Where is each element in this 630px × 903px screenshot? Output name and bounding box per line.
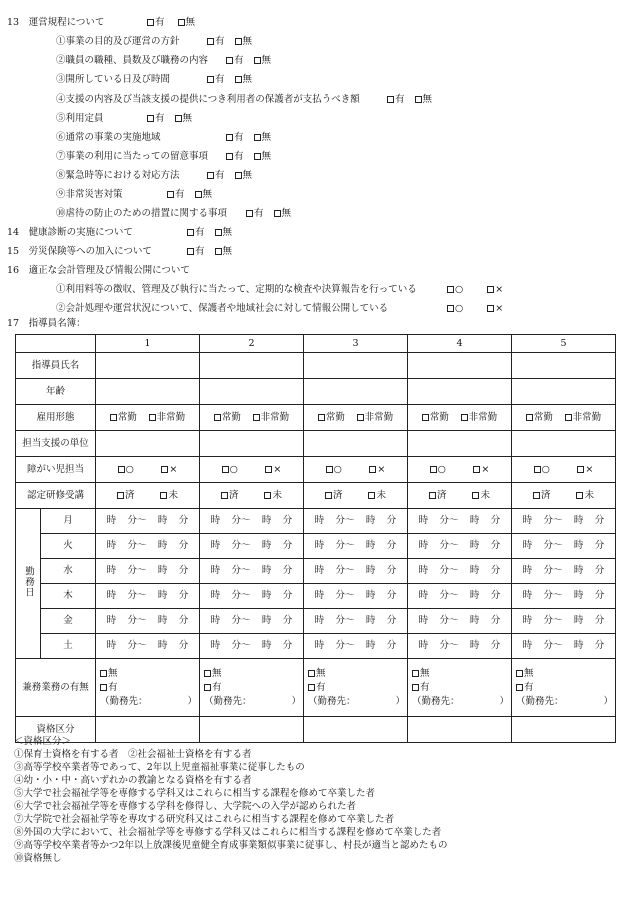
checkbox-yes[interactable] xyxy=(167,191,174,198)
kenmu-cell: 無 有 （勤務先： ） xyxy=(512,659,616,717)
checkbox-cross[interactable] xyxy=(161,466,168,473)
checkbox-yes[interactable] xyxy=(226,153,233,160)
row-training xyxy=(16,483,616,509)
s16-item-1-options: ○ × xyxy=(447,284,503,296)
employment-cell: 常勤 非常勤 xyxy=(96,405,200,431)
row-age xyxy=(16,379,616,405)
checkbox-fulltime[interactable] xyxy=(422,414,429,421)
yes-option: 有 xyxy=(147,17,165,29)
employment-cell: 常勤 非常勤 xyxy=(304,405,408,431)
time-cell[interactable]: 時 分〜 時 分 xyxy=(512,509,616,534)
checkbox-circle[interactable] xyxy=(447,305,454,312)
kenmu-cell: 無 有 （勤務先： ） xyxy=(408,659,512,717)
s13-item-9-options: 有 無 xyxy=(167,189,212,201)
column-header: 2 xyxy=(200,335,304,353)
s13-item-4-options: 有 無 xyxy=(387,94,432,106)
time-cell[interactable]: 時 分〜 時 分 xyxy=(304,634,408,659)
legend-line: ⑥大学で社会福祉学等を専修する学科を修得し、大学院への入学が認められた者 xyxy=(14,801,357,812)
row-label-age: 年齢 xyxy=(16,379,96,405)
s13-item-10: ⑩虐待の防止のための措置に関する事項 xyxy=(56,208,228,219)
unit-field[interactable] xyxy=(408,431,512,457)
legend-line: ⑤大学で社会福祉学等を専修する学科又はこれらに相当する課程を修めて卒業した者 xyxy=(14,788,376,799)
time-cell[interactable]: 時 分〜 時 分 xyxy=(200,534,304,559)
section-16-label: 16 適正な会計管理及び情報公開について xyxy=(7,265,190,276)
checkbox-no[interactable] xyxy=(254,134,261,141)
age-field[interactable] xyxy=(96,379,200,405)
row-kenmu xyxy=(16,659,616,717)
checkbox-no[interactable] xyxy=(254,57,261,64)
unit-field[interactable] xyxy=(200,431,304,457)
row-day-fri xyxy=(16,609,616,634)
s13-item-1: ①事業の目的及び運営の方針 xyxy=(56,36,180,47)
legend-line: ⑦大学院で社会福祉学等を専攻する研究科又はこれらに相当する課程を修めて卒業した者 xyxy=(14,814,395,825)
time-cell[interactable]: 時 分〜 時 分 xyxy=(200,609,304,634)
name-field[interactable] xyxy=(96,353,200,379)
checkbox-cross[interactable] xyxy=(577,466,584,473)
checkbox-fulltime[interactable] xyxy=(110,414,117,421)
checkbox-parttime[interactable] xyxy=(357,414,364,421)
time-cell[interactable]: 時 分〜 時 分 xyxy=(512,634,616,659)
checkbox-not-done[interactable] xyxy=(264,492,271,499)
employment-cell: 常勤 非常勤 xyxy=(512,405,616,431)
name-field[interactable] xyxy=(200,353,304,379)
s13-item-6: ⑥通常の事業の実施地域 xyxy=(56,132,161,143)
checkbox-yes[interactable] xyxy=(226,134,233,141)
section-13-label: 13 運営規程について xyxy=(7,17,105,28)
time-cell[interactable]: 時 分〜 時 分 xyxy=(512,534,616,559)
checkbox-circle[interactable] xyxy=(430,466,437,473)
corner-cell xyxy=(16,335,96,353)
qualification-field[interactable] xyxy=(408,717,512,743)
checkbox-yes[interactable] xyxy=(100,684,107,691)
name-field[interactable] xyxy=(408,353,512,379)
row-day-wed xyxy=(16,559,616,584)
checkbox-yes[interactable] xyxy=(207,38,214,45)
checkbox-yes[interactable] xyxy=(516,684,523,691)
checkbox-no[interactable] xyxy=(308,670,315,677)
row-unit xyxy=(16,431,616,457)
time-cell[interactable]: 時 分〜 時 分 xyxy=(408,534,512,559)
checkbox-no[interactable] xyxy=(412,670,419,677)
checkbox-yes[interactable] xyxy=(204,684,211,691)
checkbox-circle[interactable] xyxy=(222,466,229,473)
s13-item-5-options: 有 無 xyxy=(147,113,192,125)
checkbox-no[interactable] xyxy=(235,76,242,83)
checkbox-yes[interactable] xyxy=(412,684,419,691)
section-13-options xyxy=(147,17,195,29)
checkbox-cross[interactable] xyxy=(473,466,480,473)
row-day-thu xyxy=(16,584,616,609)
disability-cell: ○ × xyxy=(408,457,512,483)
checkbox-no[interactable] xyxy=(274,210,281,217)
s16-item-1: ①利用料等の徴収、管理及び執行に当たって、定期的な検査や決算報告を行っている xyxy=(56,284,417,295)
row-name xyxy=(16,353,616,379)
s13-item-1-options: 有 無 xyxy=(207,36,252,48)
header-row xyxy=(16,335,616,353)
checkbox-no[interactable] xyxy=(235,172,242,179)
row-disability xyxy=(16,457,616,483)
time-cell[interactable]: 時 分〜 時 分 xyxy=(304,509,408,534)
column-header: 5 xyxy=(512,335,616,353)
legend-line: ①保育士資格を有する者 ②社会福祉士資格を有する者 xyxy=(14,749,252,760)
disability-cell: ○ × xyxy=(512,457,616,483)
time-cell[interactable]: 時 分〜 時 分 xyxy=(408,634,512,659)
unit-field[interactable] xyxy=(96,431,200,457)
row-qualification xyxy=(16,717,616,743)
no-option: 無 xyxy=(178,17,196,29)
row-label-name: 指導員氏名 xyxy=(16,353,96,379)
row-day-mon xyxy=(16,509,616,534)
name-field[interactable] xyxy=(512,353,616,379)
time-cell[interactable]: 時 分〜 時 分 xyxy=(96,634,200,659)
time-cell[interactable]: 時 分〜 時 分 xyxy=(408,609,512,634)
row-label-kenmu: 兼務業務の有無 xyxy=(16,659,96,717)
row-label-kinmu: 勤務日 xyxy=(16,509,41,659)
training-cell: 済 未 xyxy=(512,483,616,509)
disability-cell: ○ × xyxy=(200,457,304,483)
day-label: 火 xyxy=(41,534,96,559)
checkbox-done[interactable] xyxy=(325,492,332,499)
qualification-field[interactable] xyxy=(304,717,408,743)
employment-cell: 常勤 非常勤 xyxy=(200,405,304,431)
time-cell[interactable]: 時 分〜 時 分 xyxy=(96,609,200,634)
time-cell[interactable]: 時 分〜 時 分 xyxy=(304,584,408,609)
row-day-tue xyxy=(16,534,616,559)
checkbox-yes[interactable] xyxy=(308,684,315,691)
day-label: 水 xyxy=(41,559,96,584)
time-cell[interactable]: 時 分〜 時 分 xyxy=(304,609,408,634)
checkbox-yes[interactable] xyxy=(207,172,214,179)
s13-item-4: ④支援の内容及び当該支援の提供につき利用者の保護者が支払うべき額 xyxy=(56,94,360,105)
checkbox-no[interactable] xyxy=(100,670,107,677)
column-header: 4 xyxy=(408,335,512,353)
checkbox-not-done[interactable] xyxy=(160,492,167,499)
checkbox-circle[interactable] xyxy=(534,466,541,473)
day-label: 木 xyxy=(41,584,96,609)
checkbox-yes[interactable] xyxy=(246,210,253,217)
checkbox-parttime[interactable] xyxy=(461,414,468,421)
row-label-unit: 担当支援の単位 xyxy=(16,431,96,457)
checkbox-not-done[interactable] xyxy=(368,492,375,499)
age-field[interactable] xyxy=(408,379,512,405)
row-employment xyxy=(16,405,616,431)
time-cell[interactable]: 時 分〜 時 分 xyxy=(408,509,512,534)
checkbox-no[interactable] xyxy=(516,670,523,677)
row-label-training: 認定研修受講 xyxy=(16,483,96,509)
checkbox-not-done[interactable] xyxy=(472,492,479,499)
checkbox-cross[interactable] xyxy=(265,466,272,473)
time-cell[interactable]: 時 分〜 時 分 xyxy=(200,634,304,659)
s13-item-8: ⑧緊急時等における対応方法 xyxy=(56,170,180,181)
time-cell[interactable]: 時 分〜 時 分 xyxy=(96,584,200,609)
name-field[interactable] xyxy=(304,353,408,379)
legend-line: ③高等学校卒業者等であって、2年以上児童福祉事業に従事したもの xyxy=(14,762,305,773)
age-field[interactable] xyxy=(512,379,616,405)
qualification-field[interactable] xyxy=(512,717,616,743)
checkbox-fulltime[interactable] xyxy=(526,414,533,421)
time-cell[interactable]: 時 分〜 時 分 xyxy=(512,584,616,609)
s13-item-9: ⑨非常災害対策 xyxy=(56,189,123,200)
unit-field[interactable] xyxy=(512,431,616,457)
s13-item-3-options: 有 無 xyxy=(207,74,252,86)
row-label-qualification: 資格区分 xyxy=(16,717,96,743)
checkbox-cross[interactable] xyxy=(369,466,376,473)
section-15-options: 有 無 xyxy=(187,246,232,258)
legend-line: ⑨高等学校卒業者等かつ2年以上放課後児童健全育成事業類似事業に従事し、村長が適当と認めたもの xyxy=(14,840,448,851)
age-field[interactable] xyxy=(200,379,304,405)
time-cell[interactable]: 時 分〜 時 分 xyxy=(96,509,200,534)
checkbox-no[interactable] xyxy=(175,115,182,122)
s13-item-2-options: 有 無 xyxy=(226,55,271,67)
day-label: 土 xyxy=(41,634,96,659)
training-cell: 済 未 xyxy=(96,483,200,509)
time-cell[interactable]: 時 分〜 時 分 xyxy=(96,559,200,584)
checkbox-circle[interactable] xyxy=(447,286,454,293)
s13-item-2: ②職員の職種、員数及び職務の内容 xyxy=(56,55,209,66)
legend-line: ④幼・小・中・高いずれかの教諭となる資格を有する者 xyxy=(14,775,252,786)
age-field[interactable] xyxy=(304,379,408,405)
time-cell[interactable]: 時 分〜 時 分 xyxy=(200,584,304,609)
checkbox-yes[interactable] xyxy=(187,248,194,255)
checkbox-cross[interactable] xyxy=(487,286,494,293)
kenmu-cell: 無 有 （勤務先： ） xyxy=(200,659,304,717)
column-header: 1 xyxy=(96,335,200,353)
s16-item-2: ②会計処理や運営状況について、保護者や地域社会に対して情報公開している xyxy=(56,303,389,314)
s13-item-8-options: 有 無 xyxy=(207,170,252,182)
column-header: 3 xyxy=(304,335,408,353)
checkbox-done[interactable] xyxy=(533,492,540,499)
checkbox-no[interactable] xyxy=(254,153,261,160)
checkbox-fulltime[interactable] xyxy=(318,414,325,421)
checkbox-circle[interactable] xyxy=(118,466,125,473)
time-cell[interactable]: 時 分〜 時 分 xyxy=(512,559,616,584)
checkbox-yes[interactable] xyxy=(147,115,154,122)
checkbox-not-done[interactable] xyxy=(576,492,583,499)
s13-item-7-options: 有 無 xyxy=(226,151,271,163)
disability-cell: ○ × xyxy=(96,457,200,483)
checkbox-yes[interactable] xyxy=(226,57,233,64)
checkbox-no[interactable] xyxy=(235,38,242,45)
time-cell[interactable]: 時 分〜 時 分 xyxy=(304,559,408,584)
training-cell: 済 未 xyxy=(408,483,512,509)
employment-cell: 常勤 非常勤 xyxy=(408,405,512,431)
time-cell[interactable]: 時 分〜 時 分 xyxy=(408,559,512,584)
time-cell[interactable]: 時 分〜 時 分 xyxy=(200,509,304,534)
day-label: 金 xyxy=(41,609,96,634)
row-label-employment: 雇用形態 xyxy=(16,405,96,431)
checkbox-circle[interactable] xyxy=(326,466,333,473)
checkbox-done[interactable] xyxy=(429,492,436,499)
checkbox-yes[interactable] xyxy=(187,229,194,236)
section-15-label: 15 労災保険等への加入について xyxy=(7,246,152,257)
kenmu-cell: 無 有 （勤務先： ） xyxy=(96,659,200,717)
time-cell[interactable]: 時 分〜 時 分 xyxy=(408,584,512,609)
checkbox-done[interactable] xyxy=(117,492,124,499)
time-cell[interactable]: 時 分〜 時 分 xyxy=(200,559,304,584)
disability-cell: ○ × xyxy=(304,457,408,483)
row-day-sat xyxy=(16,634,616,659)
legend-line: ⑧外国の大学において、社会福祉学等を専修する学科又はこれらに相当する課程を修めて卒業した者 xyxy=(14,827,442,838)
legend-title: ＜資格区分＞ xyxy=(14,736,72,747)
checkbox-yes[interactable] xyxy=(387,96,394,103)
legend-line: ⑩資格無し xyxy=(14,853,62,864)
checkbox-yes[interactable] xyxy=(147,19,154,26)
checkbox-no[interactable] xyxy=(195,191,202,198)
checkbox-no[interactable] xyxy=(415,96,422,103)
time-cell[interactable]: 時 分〜 時 分 xyxy=(512,609,616,634)
checkbox-no[interactable] xyxy=(178,19,185,26)
s13-item-7: ⑦事業の利用に当たっての留意事項 xyxy=(56,151,209,162)
checkbox-yes[interactable] xyxy=(207,76,214,83)
section-17-label: 17 指導員名簿： xyxy=(7,318,86,329)
s13-item-6-options: 有 無 xyxy=(226,132,271,144)
training-cell: 済 未 xyxy=(200,483,304,509)
staff-roster-table xyxy=(15,334,616,743)
checkbox-no[interactable] xyxy=(215,229,222,236)
checkbox-parttime[interactable] xyxy=(565,414,572,421)
checkbox-fulltime[interactable] xyxy=(214,414,221,421)
qualification-field[interactable] xyxy=(200,717,304,743)
section-14-label: 14 健康診断の実施について xyxy=(7,227,133,238)
s13-item-3: ③開所している日及び時間 xyxy=(56,74,171,85)
day-label: 月 xyxy=(41,509,96,534)
time-cell[interactable]: 時 分〜 時 分 xyxy=(304,534,408,559)
time-cell[interactable]: 時 分〜 時 分 xyxy=(96,534,200,559)
checkbox-done[interactable] xyxy=(221,492,228,499)
training-cell: 済 未 xyxy=(304,483,408,509)
checkbox-parttime[interactable] xyxy=(253,414,260,421)
section-14-options: 有 無 xyxy=(187,227,232,239)
unit-field[interactable] xyxy=(304,431,408,457)
checkbox-no[interactable] xyxy=(215,248,222,255)
s13-item-5: ⑤利用定員 xyxy=(56,113,104,124)
s16-item-2-options: ○ × xyxy=(447,303,503,315)
s13-item-10-options: 有 無 xyxy=(246,208,291,220)
checkbox-no[interactable] xyxy=(204,670,211,677)
kenmu-cell: 無 有 （勤務先： ） xyxy=(304,659,408,717)
qualification-field[interactable] xyxy=(96,717,200,743)
checkbox-cross[interactable] xyxy=(487,305,494,312)
checkbox-parttime[interactable] xyxy=(149,414,156,421)
row-label-disability: 障がい児担当 xyxy=(16,457,96,483)
